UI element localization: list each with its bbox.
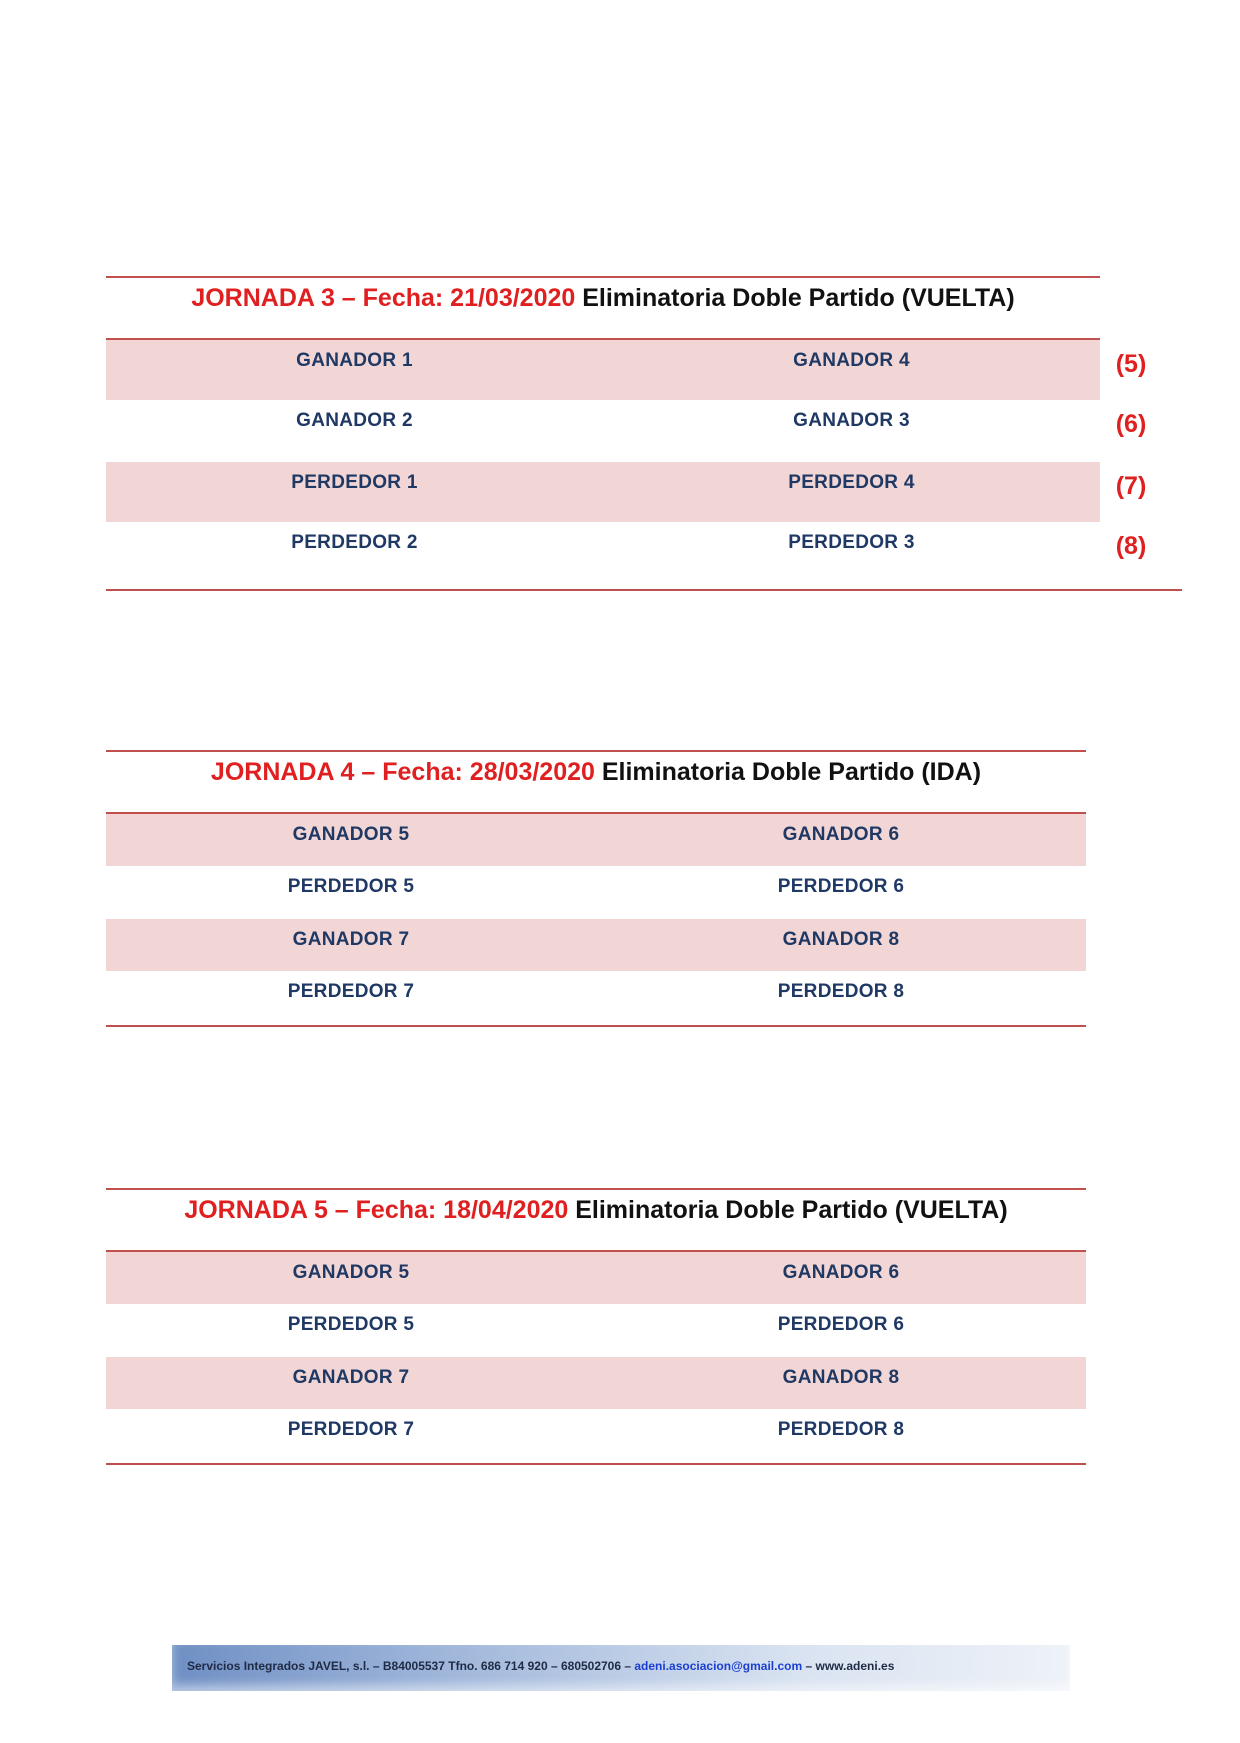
match-team-left: PERDEDOR 7 [287, 1419, 415, 1440]
top-rule [106, 276, 1100, 278]
top-rule [106, 750, 1086, 752]
match-team-right: GANADOR 8 [782, 1367, 900, 1388]
match-team-left: PERDEDOR 5 [287, 876, 415, 897]
match-team-right: PERDEDOR 8 [777, 1419, 905, 1440]
match-team-right: PERDEDOR 4 [788, 472, 915, 493]
jornada-title-type: Eliminatoria Doble Partido (VUELTA) [575, 284, 1015, 312]
table-row [106, 971, 1086, 1024]
match-team-left: GANADOR 5 [292, 1262, 410, 1283]
bottom-rule [106, 1463, 1086, 1465]
match-team-left: GANADOR 1 [296, 350, 413, 371]
match-team-right: GANADOR 6 [782, 824, 900, 845]
table-row [106, 1409, 1086, 1462]
jornada-title-date: JORNADA 4 – Fecha: 28/03/2020 [210, 758, 595, 786]
table-row [106, 1304, 1086, 1357]
match-team-right: GANADOR 6 [782, 1262, 900, 1283]
table-row [106, 400, 1147, 462]
jornada-title-type: Eliminatoria Doble Partido (VUELTA) [568, 1196, 1008, 1224]
match-team-left: PERDEDOR 2 [291, 532, 418, 553]
table-row [106, 1252, 1086, 1304]
table-row [106, 462, 1147, 522]
footer-email-link[interactable]: adeni.asociacion@gmail.com [634, 1659, 803, 1673]
match-team-right: GANADOR 3 [793, 410, 910, 431]
match-team-right: PERDEDOR 8 [777, 981, 905, 1002]
top-rule [106, 1188, 1086, 1190]
match-team-left: GANADOR 7 [292, 929, 410, 950]
match-team-right: GANADOR 8 [782, 929, 900, 950]
match-number: (5) [1115, 350, 1147, 378]
jornada-5-section [106, 1188, 1086, 1468]
jornada-title-date: JORNADA 5 – Fecha: 18/04/2020 [184, 1196, 569, 1224]
match-team-right: PERDEDOR 6 [777, 876, 905, 897]
match-number: (8) [1115, 532, 1147, 560]
table-row [106, 919, 1086, 971]
table-row [106, 866, 1086, 919]
jornada-4-section [106, 750, 1086, 1030]
footer-text [187, 1659, 894, 1673]
jornada-title-type: Eliminatoria Doble Partido (IDA) [594, 758, 982, 786]
match-team-left: PERDEDOR 7 [287, 981, 415, 1002]
footer-banner [172, 1645, 1070, 1691]
table-row [106, 1357, 1086, 1409]
footer-web: – www.adeni.es [802, 1659, 895, 1673]
match-team-left: PERDEDOR 5 [287, 1314, 415, 1335]
jornada-title [106, 1196, 1086, 1225]
match-team-left: GANADOR 2 [296, 410, 413, 431]
match-team-right: GANADOR 4 [793, 350, 910, 371]
match-team-left: GANADOR 7 [292, 1367, 410, 1388]
jornada-title [106, 284, 1100, 313]
match-team-left: PERDEDOR 1 [291, 472, 418, 493]
table-row [106, 522, 1147, 584]
jornada-title-date: JORNADA 3 – Fecha: 21/03/2020 [191, 284, 576, 312]
match-team-left: GANADOR 5 [292, 824, 410, 845]
match-number: (7) [1115, 472, 1147, 500]
bottom-rule [106, 1025, 1086, 1027]
footer-company: Servicios Integrados JAVEL, s.l. – B84005537 Tfno. 686 714 920 – 680502706 – [187, 1659, 635, 1673]
table-row [106, 814, 1086, 866]
match-number: (6) [1115, 410, 1147, 438]
table-row [106, 340, 1147, 400]
match-team-right: PERDEDOR 3 [788, 532, 915, 553]
bottom-rule [106, 589, 1182, 591]
jornada-3-section [106, 276, 1186, 596]
match-team-right: PERDEDOR 6 [777, 1314, 905, 1335]
jornada-title [106, 758, 1086, 787]
